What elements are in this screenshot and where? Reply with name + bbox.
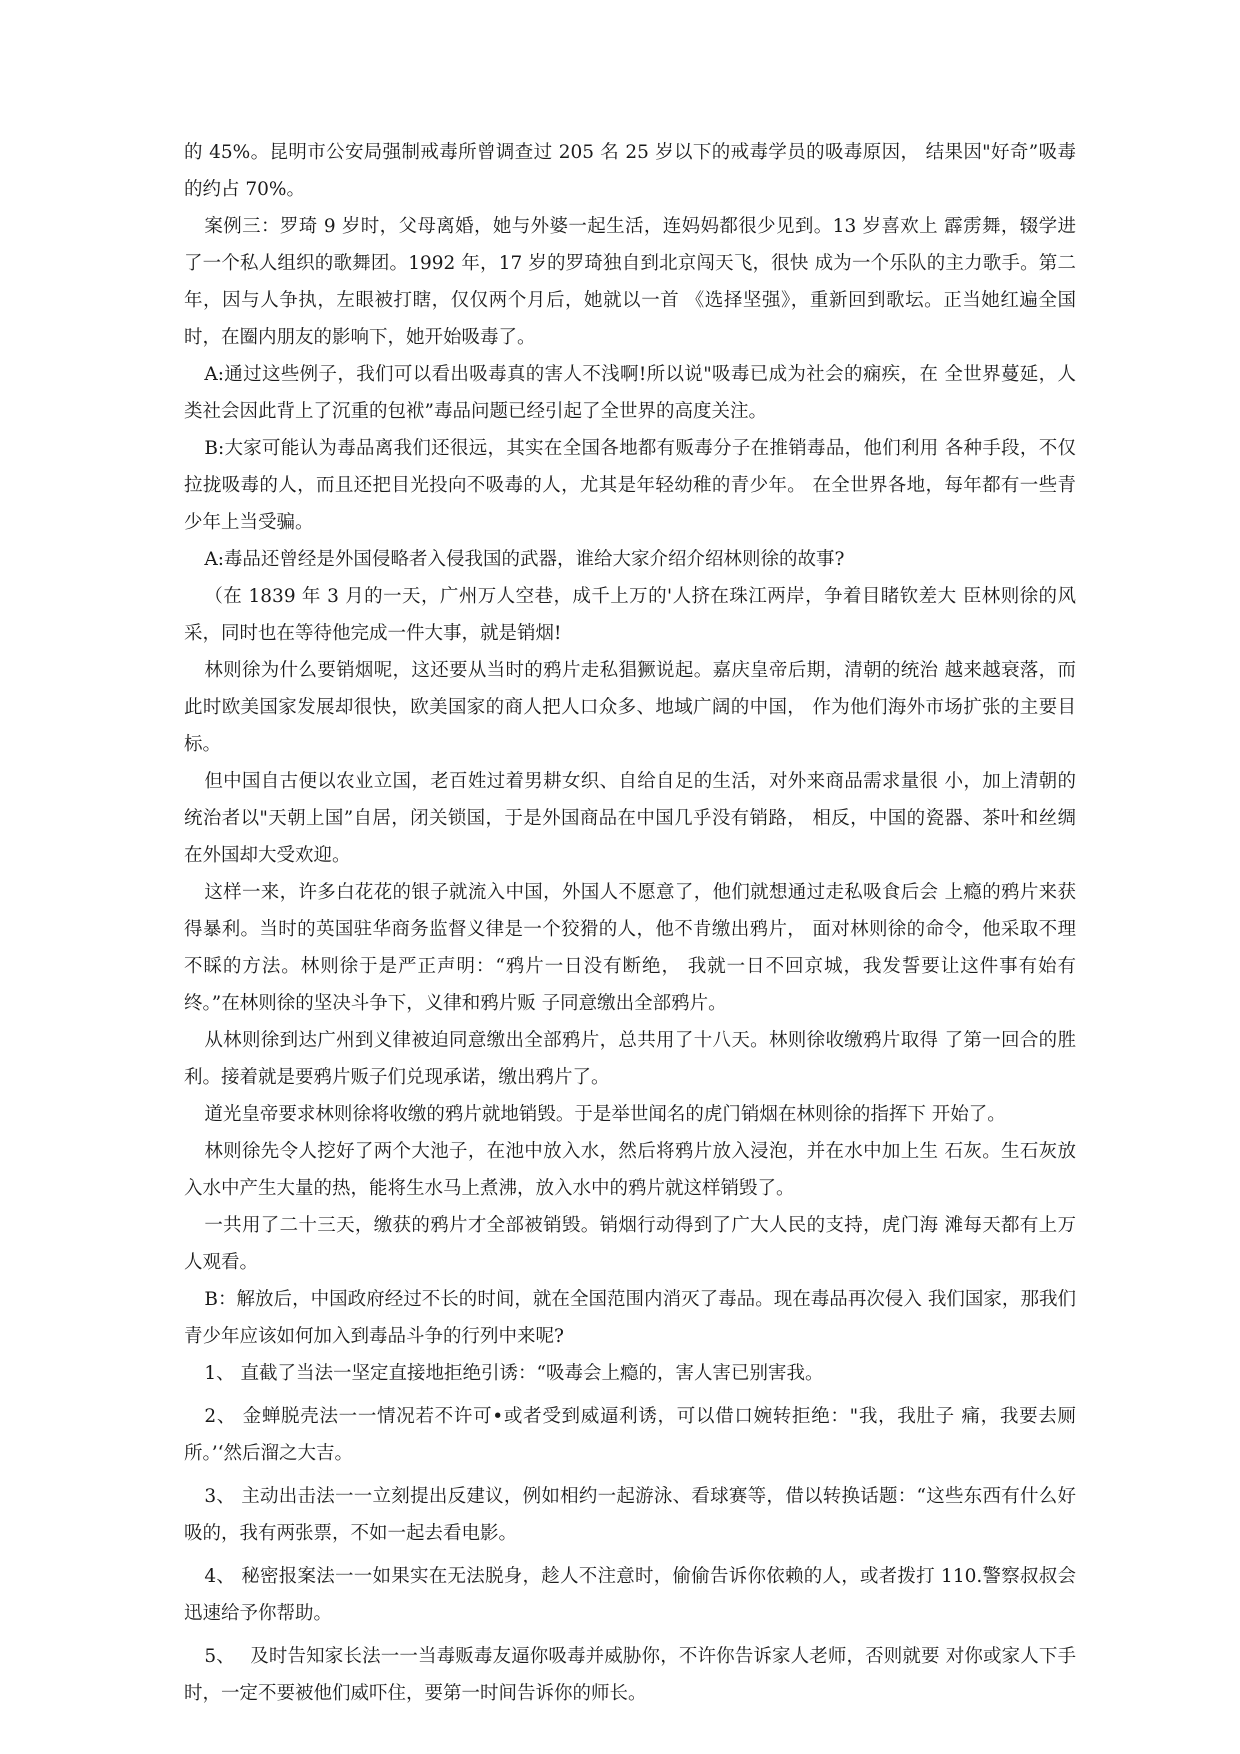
paragraph: 林则徐先令人挖好了两个大池子，在池中放入水，然后将鸦片放入浸泡，并在水中加上生 石灰。生石灰放入水中产生大量的热，能将生水马上煮沸，放入水中的鸦片就这样销毁了。 — [184, 1141, 1076, 1199]
paragraph: 从林则徐到达广州到义律被迫同意缴出全部鸦片，总共用了十八天。林则徐收缴鸦片取得 了第一回合的胜利。接着就是要鸦片贩子们兑现承诺，缴出鸦片了。 — [184, 1030, 1076, 1088]
list-item: 3、 主动出击法一一立刻提出反建议，例如相约一起游泳、看球赛等，借以转换话题：“这些东西有什么好吸的，我有两张票，不如一起去看电影。 — [184, 1486, 1076, 1544]
paragraph: A:通过这些例子，我们可以看出吸毒真的害人不浅啊!所以说"吸毒已成为社会的痫疾，在 全世界蔓延，人类社会因此背上了沉重的包袱”毒品问题已经引起了全世界的高度关注。 — [184, 364, 1076, 422]
list-item: 5、 及时告知家长法一一当毒贩毒友逼你吸毒并威胁你，不许你告诉家人老师，否则就要 对你或家人下手时，一定不要被他们威吓住，要第一时间告诉你的师长。 — [184, 1646, 1076, 1704]
paragraph: 的 45%。昆明市公安局强制戒毒所曾调查过 205 名 25 岁以下的戒毒学员的吸毒原因， 结果因"好奇”吸毒的约占 70%。 — [184, 142, 1076, 200]
document-page — [184, 134, 1076, 1712]
paragraph: 林则徐为什么要销烟呢，这还要从当时的鸦片走私猖獗说起。嘉庆皇帝后期，清朝的统治 越来越衰落，而此时欧美国家发展却很快，欧美国家的商人把人口众多、地域广阔的中国， 作为他们海外市场扩张的主要目标。 — [184, 660, 1076, 755]
paragraph: 道光皇帝要求林则徐将收缴的鸦片就地销毁。于是举世闻名的虎门销烟在林则徐的指挥下 开始了。 — [204, 1104, 1006, 1125]
paragraph: （在 1839 年 3 月的一天，广州万人空巷，成千上万的'人挤在珠江两岸，争着目睹钦差大 臣林则徐的风采，同时也在等待他完成一件大事，就是销烟! — [184, 586, 1076, 644]
paragraph: B:大家可能认为毒品离我们还很远，其实在全国各地都有贩毒分子在推销毒品，他们利用 各种手段，不仅拉拢吸毒的人，而且还把目光投向不吸毒的人，尤其是年轻幼稚的青少年。 在全世界各地，每年都有一些青少年上当受骗。 — [184, 438, 1076, 533]
paragraph: 一共用了二十三天，缴获的鸦片才全部被销毁。销烟行动得到了广大人民的支持，虎门海 滩每天都有上万人观看。 — [184, 1215, 1076, 1273]
list-item: 4、 秘密报案法一一如果实在无法脱身，趁人不注意时，偷偷告诉你依赖的人，或者拨打 110.警察叔叔会迅速给予你帮助。 — [184, 1566, 1076, 1624]
paragraph: A:毒品还曾经是外国侵略者入侵我国的武器，谁给大家介绍介绍林则徐的故事? — [204, 549, 845, 570]
paragraph: 案例三：罗琦 9 岁时，父母离婚，她与外婆一起生活，连妈妈都很少见到。13 岁喜欢上 霹雳舞，辍学进了一个私人组织的歌舞团。1992 年，17 岁的罗琦独自到北京闯天飞，很快 成为一个乐队的主力歌手。第二年，因与人争执，左眼被打瞎，仅仅两个月后，她就以一首 《选择坚强》，重新回到歌坛。正当她红遍全国时，在圈内朋友的影响下，她开始吸毒了。 — [184, 216, 1076, 348]
paragraph: 但中国自古便以农业立国，老百姓过着男耕女织、自给自足的生活，对外来商品需求量很 小，加上清朝的统治者以"天朝上国”自居，闭关锁国，于是外国商品在中国几乎没有销路， 相反，中国的瓷器、茶叶和丝绸在外国却大受欢迎。 — [184, 771, 1076, 866]
paragraph: 这样一来，许多白花花的银子就流入中国，外国人不愿意了，他们就想通过走私吸食后会 上瘾的鸦片来获得暴利。当时的英国驻华商务监督义律是一个狡猾的人，他不肯缴出鸦片， 面对林则徐的命令，他采取不理不睬的方法。林则徐于是严正声明：“鸦片一日没有断绝， 我就一日不回京城，我发誓要让这件事有始有终。”在林则徐的坚决斗争下，义律和鸦片贩 子同意缴出全部鸦片。 — [184, 882, 1076, 1014]
list-item: 2、 金蝉脱壳法一一情况若不许可•或者受到威逼利诱，可以借口婉转拒绝："我，我肚子 痛，我要去厕所。’‘然后溜之大吉。 — [184, 1406, 1076, 1464]
list-item: 1、 直截了当法一坚定直接地拒绝引诱：“吸毒会上瘾的，害人害已别害我。 — [204, 1363, 824, 1384]
paragraph: B：解放后，中国政府经过不长的时间，就在全国范围内消灭了毒品。现在毒品再次侵入 我们国家，那我们青少年应该如何加入到毒品斗争的行列中来呢? — [184, 1289, 1076, 1347]
